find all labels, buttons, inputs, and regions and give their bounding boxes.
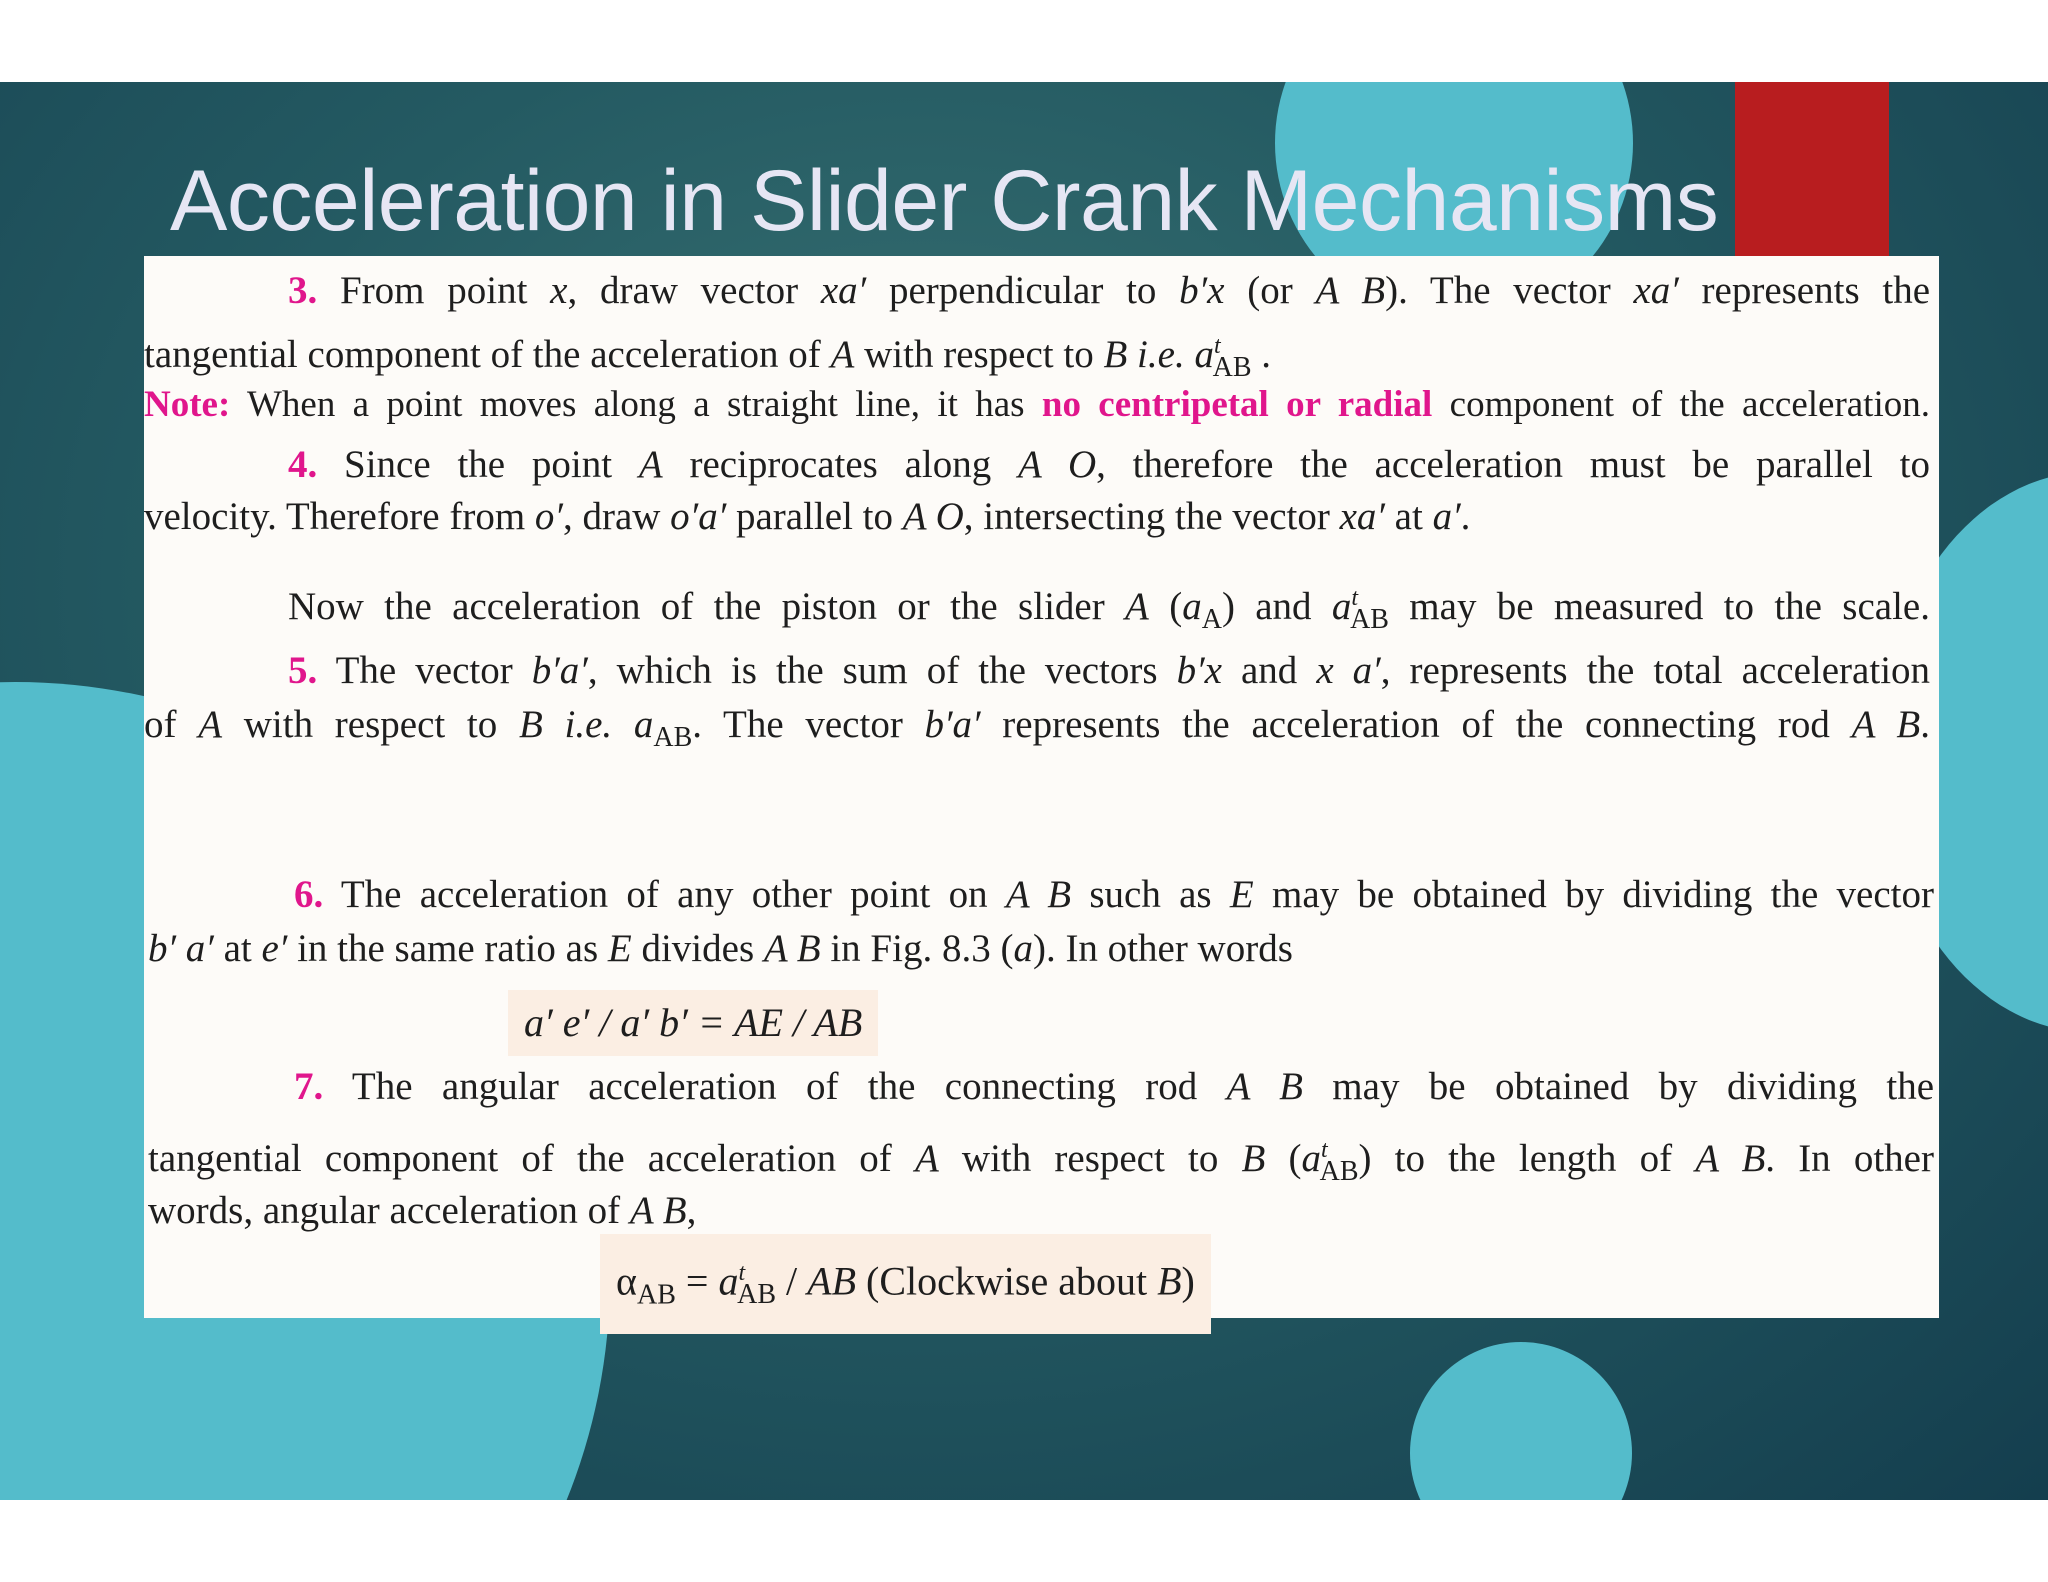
- decorative-circle-bottom: [1410, 1342, 1632, 1500]
- step-7-number: 7.: [294, 1065, 324, 1108]
- note-text-after: component of the acceleration.: [1449, 384, 1930, 425]
- step-3-line1: From point x, draw vector xa′ perpendicular to b′x (or A B). The vector xa′ represents the: [340, 269, 1931, 312]
- step-7-line1: The angular acceleration of the connecting rod A B may be obtained by dividing the: [351, 1065, 1935, 1108]
- step-4-number: 4.: [288, 443, 318, 486]
- step-7-line3: words, angular acceleration of A B,: [148, 1189, 697, 1232]
- step-6-line1: The acceleration of any other point on A B such as E may be obtained by dividing the vector: [340, 873, 1934, 916]
- equation-ratio: a′ e′ / a′ b′ = AE / AB: [508, 990, 878, 1056]
- step-6-line2: b′ a′ at e′ in the same ratio as E divides A B in Fig. 8.3 (a). In other words: [148, 927, 1293, 970]
- step-3-number: 3.: [288, 269, 318, 312]
- step-5-line2: of A with respect to B i.e. $a_{AB}$. The vector b′a′ represents the acceleration of the connecting rod A B.: [144, 703, 1930, 753]
- step-3-line2: tangential component of the acceleration of A with respect to B i.e. $a^t_{AB}$ .: [144, 333, 1272, 383]
- step-7-line2: tangential component of the acceleration of A with respect to B $(a^t_{AB})$ to the length of A B. In other: [148, 1137, 1934, 1187]
- step-7: [148, 1060, 1934, 1113]
- note: [144, 378, 1930, 431]
- step-4-line1: Since the point A reciprocates along A O, therefore the acceleration must be parallel to: [344, 443, 1930, 486]
- note-text-before: When a point moves along a straight line, it has: [246, 384, 1025, 425]
- now-line: Now the acceleration of the piston or the slider A $(a_A)$ and $a^t_{AB}$ may be measured to the scale.: [288, 585, 1930, 635]
- step-4: [144, 438, 1930, 491]
- content-panel-top: [144, 256, 1939, 864]
- step-4-line2: velocity. Therefore from o′, draw o′a′ parallel to A O, intersecting the vector xa′ at a′.: [144, 495, 1471, 538]
- note-label: Note:: [144, 384, 231, 425]
- step-6-number: 6.: [294, 873, 324, 916]
- slide-title: Acceleration in Slider Crank Mechanisms: [170, 153, 1719, 249]
- content-panel-bottom: [144, 864, 1939, 1318]
- step-5-line1: The vector b′a′, which is the sum of the vectors b′x and x a′, represents the total acceleration: [335, 649, 1931, 692]
- step-6: [148, 868, 1934, 921]
- step-3: [144, 264, 1930, 317]
- note-highlight: no centripetal or radial: [1041, 384, 1433, 425]
- step-5: [144, 644, 1930, 697]
- equation-angular: $\alpha_{AB} = a^t_{AB}$ / AB (Clockwise about B): [600, 1234, 1211, 1334]
- step-5-number: 5.: [288, 649, 318, 692]
